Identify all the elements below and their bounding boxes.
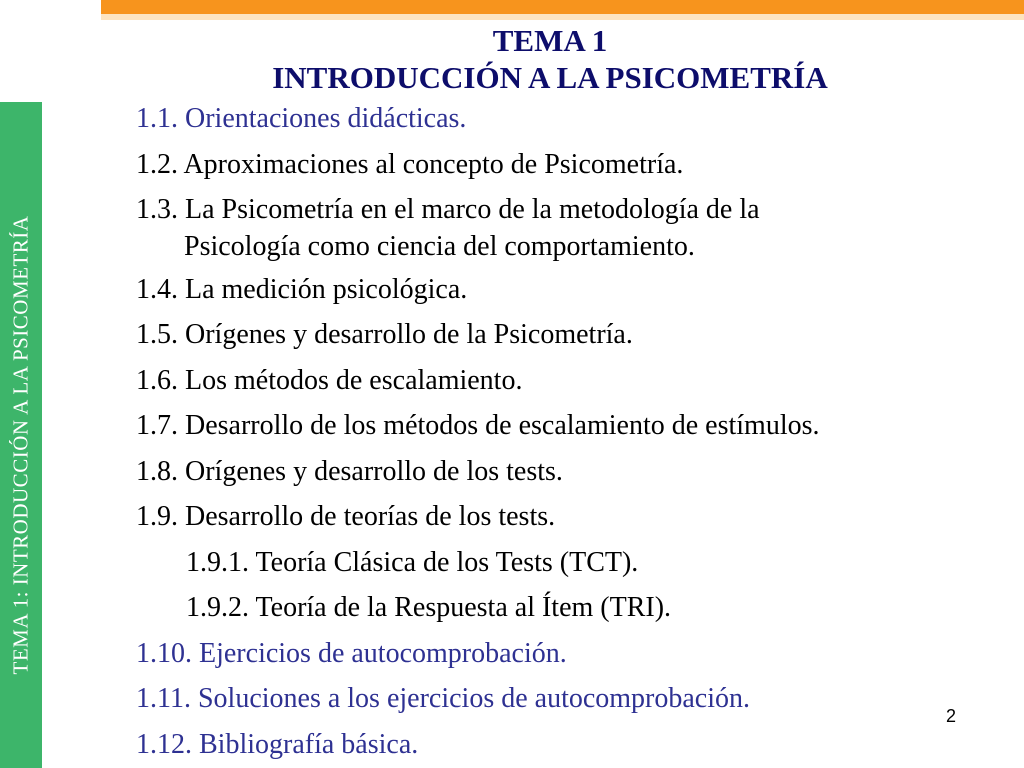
toc-item-1-8: 1.8. Orígenes y desarrollo de los tests. <box>136 455 563 487</box>
toc-item-1-1: 1.1. Orientaciones didácticas. <box>136 103 467 134</box>
table-of-contents <box>136 96 820 767</box>
toc-item-1-7: 1.7. Desarrollo de los métodos de escalamiento de estímulos. <box>136 410 820 441</box>
side-label: TEMA 1: INTRODUCCIÓN A LA PSICOMETRÍA <box>8 215 33 675</box>
title-line-2: INTRODUCCIÓN A LA PSICOMETRÍA <box>272 60 828 95</box>
toc-item-1-9-2: 1.9.2. Teoría de la Respuesta al Ítem (TRI). <box>186 592 672 623</box>
toc-item-1-4: 1.4. La medición psicológica. <box>136 273 468 305</box>
top-accent-bar-light <box>101 14 1024 20</box>
toc-item-1-3-continued: Psicología como ciencia del comportamiento. <box>184 230 695 262</box>
toc-item-1-11: 1.11. Soluciones a los ejercicios de autocomprobación. <box>136 683 751 714</box>
page-number: 2 <box>946 706 957 726</box>
toc-item-1-3: 1.3. La Psicometría en el marco de la metodología de la <box>136 194 760 225</box>
toc-item-1-12: 1.12. Bibliografía básica. <box>136 728 419 760</box>
toc-item-1-6: 1.6. Los métodos de escalamiento. <box>136 364 523 396</box>
toc-item-1-2: 1.2. Aproximaciones al concepto de Psicometría. <box>136 148 684 180</box>
top-accent-bar <box>101 0 1024 14</box>
toc-item-1-9: 1.9. Desarrollo de teorías de los tests. <box>136 501 556 532</box>
slide-title <box>100 22 1000 96</box>
toc-item-1-9-1: 1.9.1. Teoría Clásica de los Tests (TCT). <box>186 546 639 578</box>
toc-item-1-10: 1.10. Ejercicios de autocomprobación. <box>136 637 567 669</box>
title-line-1: TEMA 1 <box>492 23 608 58</box>
toc-item-1-5: 1.5. Orígenes y desarrollo de la Psicometría. <box>136 319 633 350</box>
